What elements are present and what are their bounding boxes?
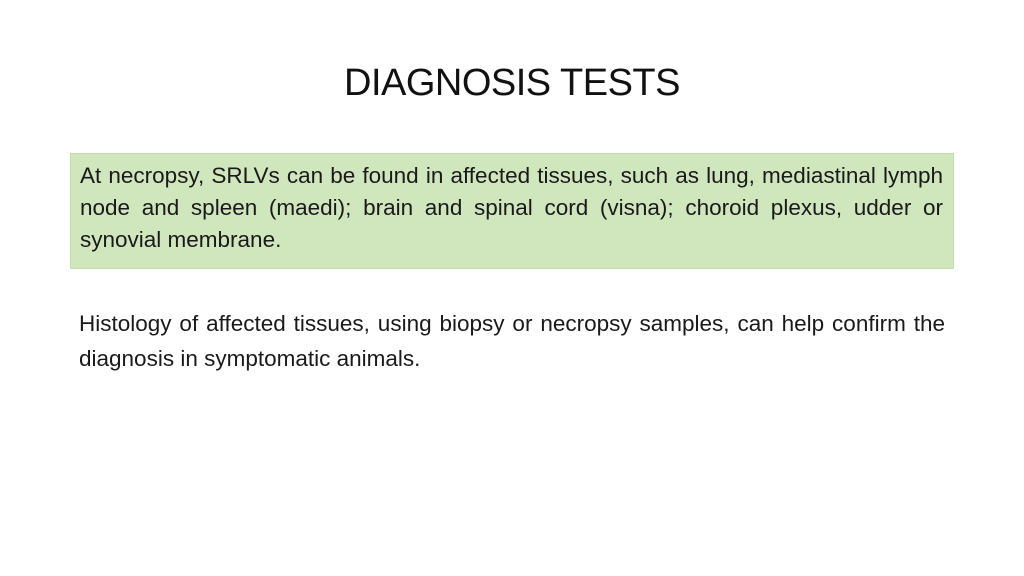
slide-title: DIAGNOSIS TESTS — [344, 62, 680, 104]
highlighted-text-box — [70, 153, 954, 269]
body-paragraph: Histology of affected tissues, using biopsy or necropsy samples, can help confirm the diagnosis in symptomatic animals. — [79, 311, 945, 371]
body-text-block — [79, 306, 945, 376]
highlighted-paragraph: At necropsy, SRLVs can be found in affected tissues, such as lung, mediastinal lymph node and spleen (maedi); brain and spinal cord (visna); choroid plexus, udder or synovial membrane. — [80, 163, 943, 252]
